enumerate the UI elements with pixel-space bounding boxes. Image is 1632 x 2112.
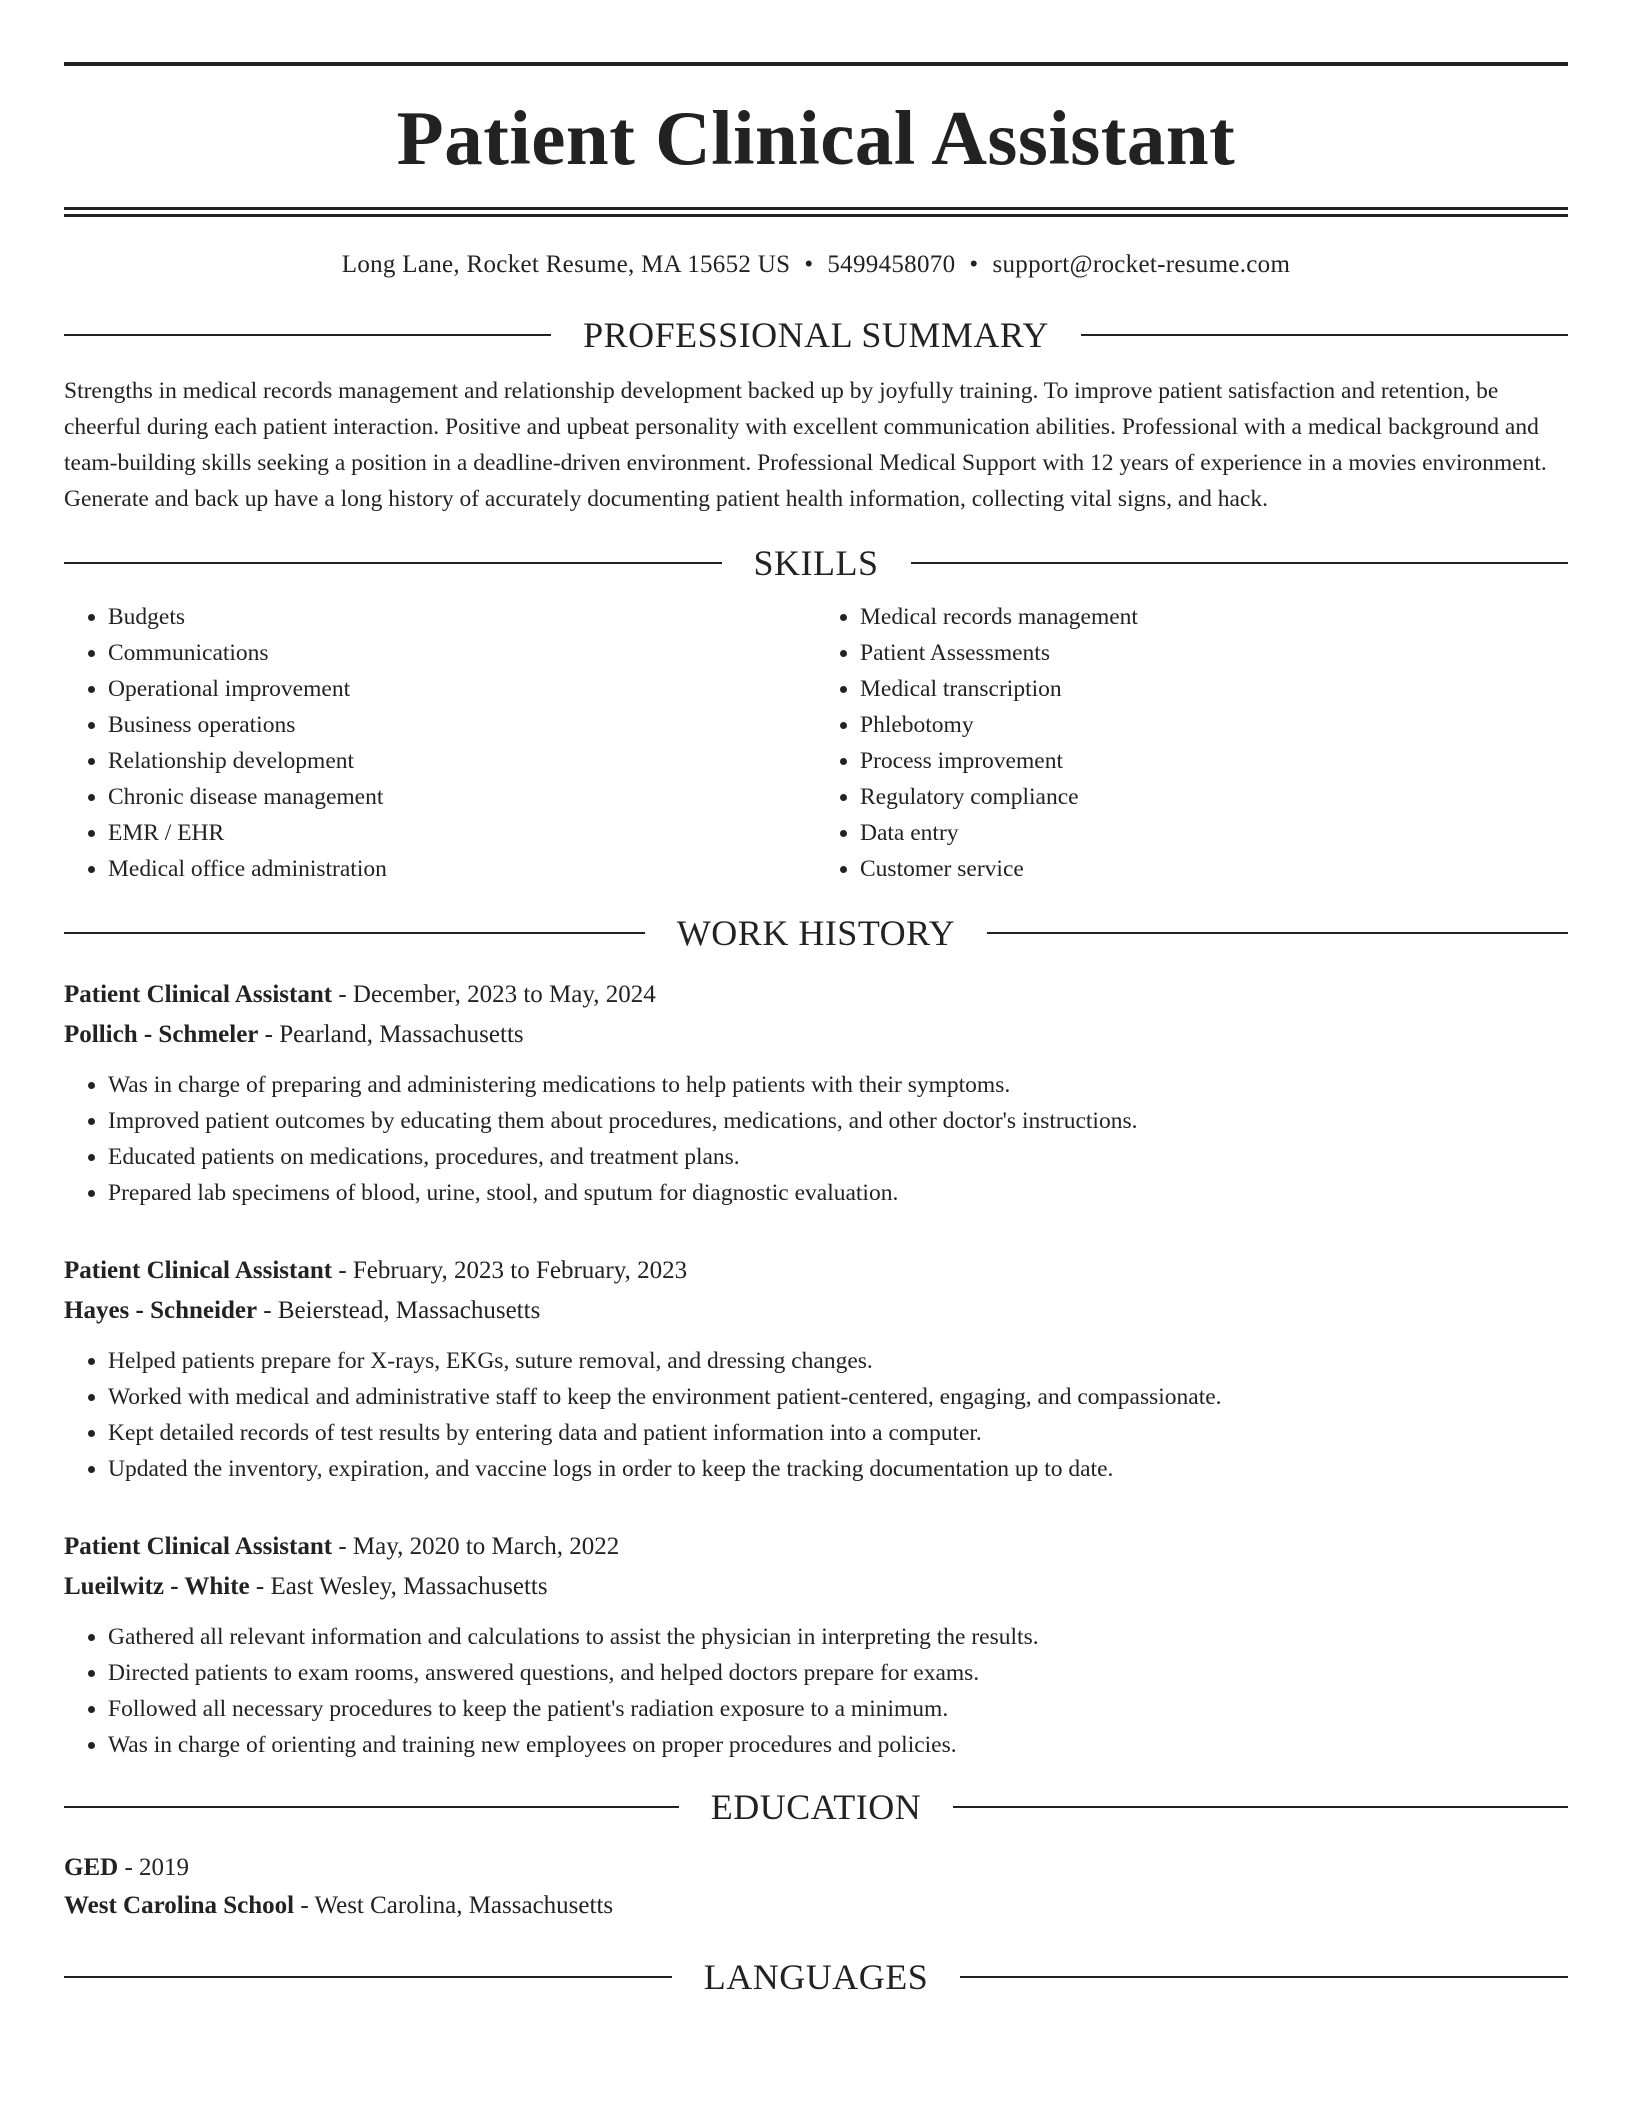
job-company-line — [64, 1291, 1568, 1331]
job-title: Patient Clinical Assistant — [64, 981, 333, 1008]
job-bullet: • Gathered all relevant information and calculations to assist the physician in interpreting the results. — [108, 1619, 1568, 1655]
job-location: - Pearland, Massachusetts — [258, 1021, 524, 1048]
section-title: EDUCATION — [710, 1787, 922, 1827]
skill-item: • Medical office administration — [108, 851, 816, 887]
job-bullet: • Worked with medical and administrative staff to keep the environment patient-centered, engaging, and compassionate. — [108, 1379, 1568, 1415]
job-title: Patient Clinical Assistant — [64, 1533, 333, 1560]
skill-item: • Process improvement — [860, 743, 1568, 779]
job-bullet: • Helped patients prepare for X-rays, EKGs, suture removal, and dressing changes. — [108, 1343, 1568, 1379]
skill-item: • Data entry — [860, 815, 1568, 851]
summary-text: Strengths in medical records management and relationship development backed up by joyfully training. To improve patient satisfaction and retention, be cheerful during each patient interaction. Positive and upbeat personality with excellent communication abilities. Professional with a medical background and team-building skills seeking a position in a deadline-driven environment. Professional Medical Support with 12 years of experience in a movies environment. Generate and back up have a long history of accurately documenting patient health information, collecting vital signs, and hack. — [64, 378, 1547, 512]
divider — [64, 334, 551, 336]
job-bullet: • Directed patients to exam rooms, answered questions, and helped doctors prepare for exams. — [108, 1655, 1568, 1691]
job-bullets — [64, 1619, 1568, 1763]
job-title-line — [64, 975, 1568, 1015]
education-year: - 2019 — [118, 1854, 190, 1881]
job-location: - East Wesley, Massachusetts — [249, 1573, 548, 1600]
skill-item: • Medical records management — [860, 599, 1568, 635]
skill-item: • Communications — [108, 635, 816, 671]
skills-column-right — [816, 599, 1568, 887]
divider — [960, 1976, 1568, 1978]
job-dates: - May, 2020 to March, 2022 — [332, 1533, 620, 1560]
job-bullet: • Was in charge of preparing and administering medications to help patients with their symptoms. — [108, 1067, 1568, 1103]
resume-page — [64, 0, 1568, 1995]
education-location: - West Carolina, Massachusetts — [294, 1892, 614, 1919]
title-double-rule — [64, 207, 1568, 217]
divider — [64, 932, 645, 934]
divider — [953, 1806, 1568, 1808]
education-entry — [64, 1849, 1568, 1925]
job-title-line — [64, 1527, 1568, 1567]
job-title-line — [64, 1251, 1568, 1291]
section-title: PROFESSIONAL SUMMARY — [583, 315, 1049, 355]
resume-title: Patient Clinical Assistant — [396, 95, 1236, 181]
job-bullets — [64, 1067, 1568, 1211]
skill-item: • Business operations — [108, 707, 816, 743]
skill-item: • Operational improvement — [108, 671, 816, 707]
job-entry — [64, 975, 1568, 1211]
skill-item: • Budgets — [108, 599, 816, 635]
skill-item: • Customer service — [860, 851, 1568, 887]
job-bullet: • Prepared lab specimens of blood, urine, stool, and sputum for diagnostic evaluation. — [108, 1175, 1568, 1211]
contact-line — [64, 251, 1568, 279]
education-degree-line — [64, 1849, 1568, 1887]
section-title: WORK HISTORY — [676, 913, 956, 953]
divider — [911, 562, 1569, 564]
job-company: Pollich - Schmeler — [64, 1021, 259, 1048]
skill-item: • Chronic disease management — [108, 779, 816, 815]
contact-email: support@rocket-resume.com — [992, 251, 1291, 278]
section-header-languages — [64, 1959, 1568, 1995]
divider — [64, 1806, 679, 1808]
job-title: Patient Clinical Assistant — [64, 1257, 333, 1284]
job-entry — [64, 1251, 1568, 1487]
section-header-summary — [64, 317, 1568, 353]
job-dates: - February, 2023 to February, 2023 — [332, 1257, 688, 1284]
skill-item: • EMR / EHR — [108, 815, 816, 851]
skill-item: • Medical transcription — [860, 671, 1568, 707]
skills-column-left — [64, 599, 816, 887]
contact-separator: • — [969, 251, 979, 278]
skill-item: • Regulatory compliance — [860, 779, 1568, 815]
job-bullet: • Updated the inventory, expiration, and vaccine logs in order to keep the tracking documentation up to date. — [108, 1451, 1568, 1487]
job-bullet: • Improved patient outcomes by educating them about procedures, medications, and other doctor's instructions. — [108, 1103, 1568, 1139]
job-bullet: • Educated patients on medications, procedures, and treatment plans. — [108, 1139, 1568, 1175]
divider — [1081, 334, 1568, 336]
job-company-line — [64, 1567, 1568, 1607]
section-header-education — [64, 1789, 1568, 1825]
section-title: SKILLS — [753, 543, 879, 583]
divider — [987, 932, 1568, 934]
divider — [64, 1976, 672, 1978]
section-title: LANGUAGES — [703, 1957, 929, 1997]
skill-item: • Phlebotomy — [860, 707, 1568, 743]
top-rule — [64, 62, 1568, 66]
job-company: Lueilwitz - White — [64, 1573, 250, 1600]
job-bullets — [64, 1343, 1568, 1487]
skill-item: • Relationship development — [108, 743, 816, 779]
education-degree: GED — [64, 1854, 119, 1881]
job-bullet: • Followed all necessary procedures to keep the patient's radiation exposure to a minimum. — [108, 1691, 1568, 1727]
education-school: West Carolina School — [64, 1892, 295, 1919]
job-dates: - December, 2023 to May, 2024 — [332, 981, 656, 1008]
education-school-line — [64, 1887, 1568, 1925]
skill-item: • Patient Assessments — [860, 635, 1568, 671]
divider — [64, 562, 722, 564]
job-company-line — [64, 1015, 1568, 1055]
job-location: - Beierstead, Massachusetts — [257, 1297, 541, 1324]
skills-list — [64, 599, 1568, 887]
job-company: Hayes - Schneider — [64, 1297, 258, 1324]
contact-separator: • — [804, 251, 814, 278]
contact-address: Long Lane, Rocket Resume, MA 15652 US — [341, 251, 791, 278]
job-bullet: • Kept detailed records of test results by entering data and patient information into a computer. — [108, 1415, 1568, 1451]
job-bullet: • Was in charge of orienting and training new employees on proper procedures and policies. — [108, 1727, 1568, 1763]
section-header-skills — [64, 545, 1568, 581]
contact-phone: 5499458070 — [827, 251, 956, 278]
job-entry — [64, 1527, 1568, 1763]
section-header-work — [64, 915, 1568, 951]
